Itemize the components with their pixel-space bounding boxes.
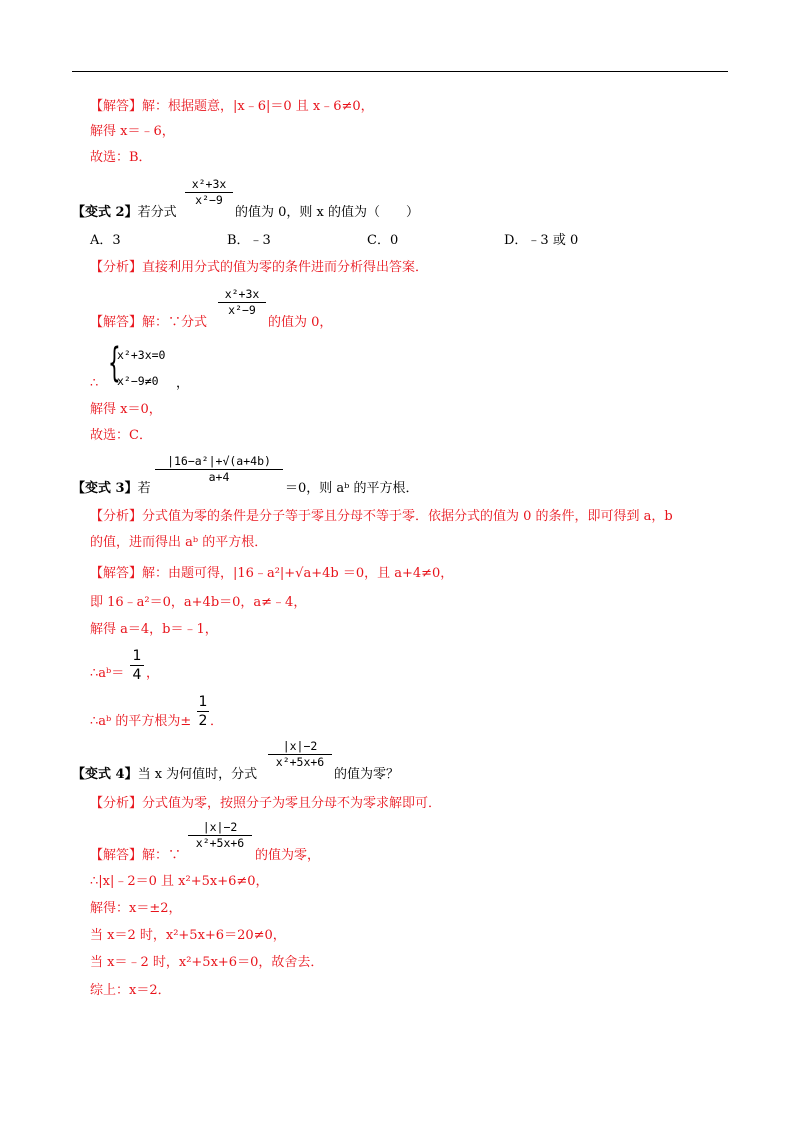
v2-system-eq2: x²−9≠0 [117,374,159,388]
fraction-numerator: x²+3x [224,287,260,301]
answer-tag: 【解答】 [90,99,143,114]
fraction-numerator: 1 [198,694,208,710]
fraction-numerator: x²+3x [191,177,227,191]
fraction-denominator: 4 [132,667,142,683]
answer-text: 解：由题可得，|16﹣a²|+√a+4b ＝0，且 a+4≠0， [142,566,454,581]
answer-line-2: 解得 x＝﹣6， [90,124,175,139]
v3-analysis-1 [90,509,673,525]
v3-step-1: 即 16﹣a²＝0，a+4b＝0，a≠﹣4， [90,595,307,610]
v3-step-4-post: ． [210,714,224,729]
therefore-symbol: ∴ [90,376,99,391]
v3-answer [90,566,453,582]
v4-question-fraction [268,740,332,769]
answer-tag: 【解答】 [90,848,143,863]
analysis-text: 分式值为零的条件是分子等于零且分母不等于零．依据分式的值为 0 的条件，即可得到 a，b [142,509,673,524]
answer-line-1 [90,99,374,115]
v4-step-5: 综上：x＝2． [90,983,171,998]
fraction-numerator: |x|−2 [202,820,238,834]
v2-answer-post: 的值为 0， [268,315,333,330]
v4-pre: 当 x 为何值时，分式 [137,767,258,782]
v4-step-3: 当 x＝2 时，x²+5x+6＝20≠0， [90,928,286,943]
v2-post: 的值为 0，则 x 的值为（ ） [235,205,419,220]
system-brace: { [108,340,121,386]
v3-step-3-fraction [130,648,144,683]
v3-step-3-post: ， [146,666,160,681]
v4-question [72,767,257,783]
fraction-numerator: 1 [132,648,142,664]
v3-step-3-pre: ∴aᵇ＝ [90,666,125,681]
fraction-numerator: |16−a²|+√(a+4b) [167,454,271,468]
analysis-tag: 【分析】 [90,509,143,524]
fraction-denominator: x²−9 [195,193,223,207]
fraction-denominator: a+4 [208,470,230,484]
answer-pre: 解：∵分式 [142,315,208,330]
v2-choose: 故选：C． [90,428,152,443]
v2-question-fraction [185,178,233,207]
fraction-denominator: x²+5x+6 [275,755,325,769]
v4-step-2: 解得：x＝±2， [90,901,182,916]
v4-answer-fraction [188,821,252,850]
answer-text: 解：根据题意，|x﹣6|＝0 且 x﹣6≠0， [142,99,374,114]
v4-label: 【变式 4】 [72,767,138,782]
v4-answer-post: 的值为零， [255,848,321,863]
v4-post: 的值为零？ [334,767,400,782]
fraction-denominator: 2 [198,713,208,729]
v2-system-eq1: x²+3x=0 [117,348,166,362]
v3-question-fraction [155,455,283,484]
analysis-tag: 【分析】 [90,796,143,811]
fraction-denominator: x²+5x+6 [195,836,245,850]
v2-result: 解得 x＝0， [90,402,162,417]
v4-answer [90,848,181,864]
v4-step-4: 当 x＝﹣2 时，x²+5x+6＝0，故舍去． [90,955,324,970]
fraction-bar [130,665,144,666]
fraction-bar [197,711,209,712]
v3-step-4-fraction [197,694,209,729]
v2-answer-fraction [218,288,266,317]
v4-step-1: ∴|x|﹣2＝0 且 x²+5x+6≠0， [90,874,269,889]
v2-pre: 若分式 [137,205,177,220]
v2-option-a: A．3 [90,233,121,248]
v3-step-4-pre: ∴aᵇ 的平方根为± [90,714,192,729]
v3-pre: 若 [137,481,151,496]
v3-question [72,481,151,497]
v3-label: 【变式 3】 [72,481,138,496]
system-end: ， [176,376,190,391]
v3-step-2: 解得 a＝4，b＝﹣1， [90,622,218,637]
answer-line-3: 故选：B． [90,150,152,165]
v2-analysis [90,260,428,276]
fraction-numerator: |x|−2 [282,739,318,753]
v2-option-d: D．﹣3 或 0 [504,233,579,248]
answer-pre: 解：∵ [142,848,182,863]
fraction-denominator: x²−9 [228,303,256,317]
answer-tag: 【解答】 [90,566,143,581]
v4-analysis [90,796,441,812]
analysis-text: 分式值为零，按照分子为零且分母不为零求解即可． [142,796,442,811]
answer-tag: 【解答】 [90,315,143,330]
analysis-tag: 【分析】 [90,260,143,275]
v2-option-c: C．0 [367,233,399,248]
v2-question [72,205,177,221]
v3-analysis-2: 的值，进而得出 aᵇ 的平方根． [90,535,268,550]
v2-answer [90,315,207,331]
analysis-text: 直接利用分式的值为零的条件进而分析得出答案． [142,260,429,275]
v2-option-b: B．﹣3 [227,233,271,248]
v2-label: 【变式 2】 [72,205,138,220]
v3-post: ＝0，则 aᵇ 的平方根． [285,481,419,496]
header-rule [72,71,728,72]
